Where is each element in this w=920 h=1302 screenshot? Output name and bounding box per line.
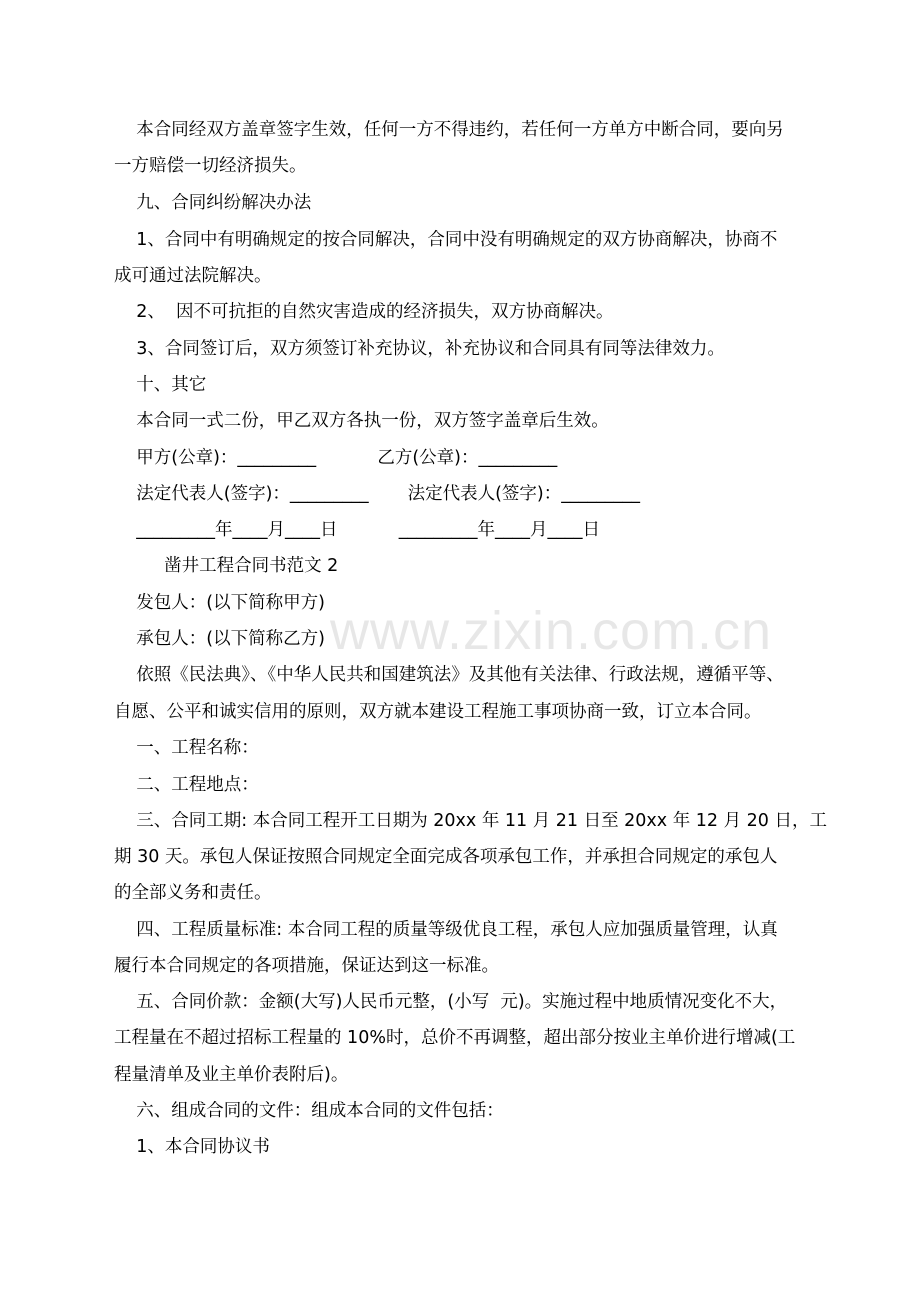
text-line: 六、组成合同的文件：组成本合同的文件包括： bbox=[114, 1101, 504, 1121]
text-line: 三、合同工期: 本合同工程开工日期为 20xx 年 11 月 21 日至 20xx 年 12 月 20 日，工 bbox=[114, 811, 827, 831]
text-line: 依照《民法典》、《中华人民共和国建筑法》及其他有关法律、行政法规，遵循平等、 bbox=[114, 665, 784, 685]
text-line: _________年____月____日 _________年____月____日 bbox=[114, 520, 600, 540]
text-line: 一、工程名称： bbox=[114, 738, 259, 758]
text-line: 法定代表人(签字)：_________ 法定代表人(签字)：_________ bbox=[114, 484, 640, 504]
text-line: 四、工程质量标准: 本合同工程的质量等级优良工程，承包人应加强质量管理，认真 bbox=[114, 920, 778, 940]
text-line: 的全部义务和责任。 bbox=[114, 883, 272, 903]
text-line: 二、工程地点： bbox=[114, 775, 259, 795]
text-line: 十、其它 bbox=[114, 375, 207, 395]
text-line: 履行本合同规定的各项措施，保证达到这一标准。 bbox=[114, 956, 499, 976]
text-line: 成可通过法院解决。 bbox=[114, 266, 272, 286]
text-line: 程量清单及业主单价表附后)。 bbox=[114, 1065, 349, 1085]
text-line: 1、本合同协议书 bbox=[114, 1137, 270, 1157]
text-line: 凿井工程合同书范文 2 bbox=[114, 556, 339, 576]
text-line: 本合同经双方盖章签字生效，任何一方不得违约，若任何一方单方中断合同，要向另 bbox=[114, 120, 784, 140]
text-line: 3、合同签订后，双方须签订补充协议，补充协议和合同具有同等法律效力。 bbox=[114, 339, 725, 359]
watermark: www.zixin.com.cn bbox=[330, 601, 773, 661]
text-line: 发包人：(以下简称甲方) bbox=[114, 593, 325, 613]
text-line: 承包人：(以下简称乙方) bbox=[114, 629, 325, 649]
text-line: 1、合同中有明确规定的按合同解决，合同中没有明确规定的双方协商解决，协商不 bbox=[114, 230, 778, 250]
text-line: 五、合同价款：金额(大写)人民币元整，(小写 元)。实施过程中地质情况变化不大， bbox=[114, 992, 788, 1012]
text-line: 九、合同纠纷解决办法 bbox=[114, 193, 312, 213]
text-line: 本合同一式二份，甲乙双方各执一份，双方签字盖章后生效。 bbox=[114, 411, 609, 431]
text-line: 甲方(公章)：_________ 乙方(公章)：_________ bbox=[114, 448, 558, 468]
text-line: 一方赔偿一切经济损失。 bbox=[114, 156, 307, 176]
text-line: 工程量在不超过招标工程量的 10%时，总价不再调整，超出部分按业主单价进行增减(工 bbox=[114, 1028, 796, 1048]
text-line: 自愿、公平和诚实信用的原则，双方就本建设工程施工事项协商一致，订立本合同。 bbox=[114, 702, 762, 722]
text-line: 期 30 天。承包人保证按照合同规定全面完成各项承包工作，并承担合同规定的承包人 bbox=[114, 847, 778, 867]
text-line: 2、 因不可抗拒的自然灾害造成的经济损失，双方协商解决。 bbox=[114, 302, 614, 322]
